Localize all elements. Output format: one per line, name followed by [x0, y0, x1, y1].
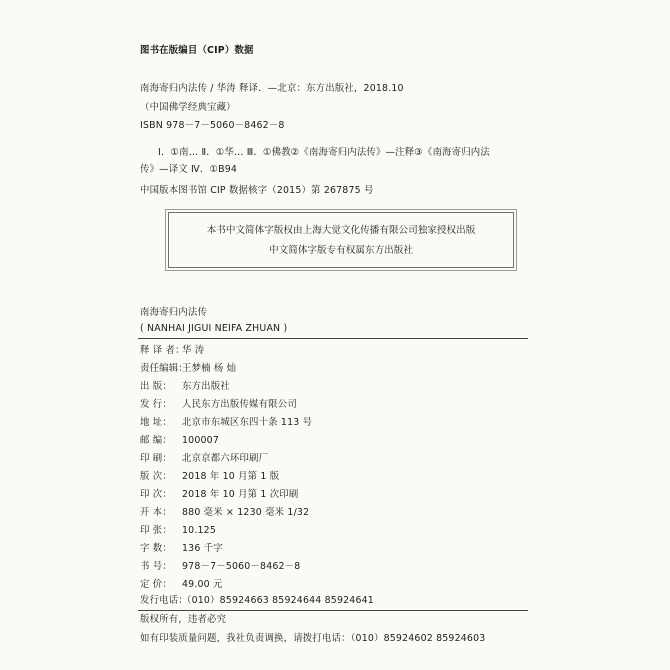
- detail-label: 版 次：: [140, 471, 172, 482]
- detail-value: 北京京都六环印刷厂: [182, 453, 269, 464]
- book-pinyin: ( NANHAI JIGUI NEIFA ZHUAN ): [140, 323, 288, 334]
- detail-label: 印 张：: [140, 525, 172, 536]
- detail-value: 978－7－5060－8462－8: [182, 561, 301, 572]
- rights-line-2: 中文简体字版专有权属东方出版社: [269, 245, 413, 256]
- detail-value: 10.125: [182, 525, 217, 536]
- cip-line-5: 传》—译文 Ⅳ．①B94: [140, 164, 238, 175]
- divider-bottom: [138, 610, 528, 611]
- detail-label: 出 版：: [140, 381, 172, 392]
- detail-row: [140, 560, 300, 573]
- divider-top: [138, 338, 528, 339]
- detail-label: 印 刷：: [140, 453, 172, 464]
- cip-heading: 图书在版编目（CIP）数据: [140, 45, 254, 56]
- detail-label: 地 址：: [140, 417, 172, 428]
- detail-value: 王梦楠 杨 灿: [182, 363, 237, 374]
- detail-value: 2018 年 10 月第 1 版: [182, 471, 280, 482]
- detail-row: [140, 578, 223, 591]
- detail-row: [140, 380, 230, 393]
- rights-box: [168, 212, 514, 268]
- cip-line-2: （中国佛学经典宝藏）: [140, 102, 236, 113]
- detail-label: 定 价：: [140, 579, 172, 590]
- rights-line-1: 本书中文简体字版权由上海大觉文化传播有限公司独家授权出版: [206, 225, 476, 236]
- quality-notice: 如有印装质量问题，我社负责调换，请拨打电话：（010）85924602 85924603: [140, 633, 486, 644]
- cip-line-4: Ⅰ．①南… Ⅱ．①华… Ⅲ．①佛教②《南海寄归内法传》—注释③《南海寄归内法: [158, 147, 490, 158]
- cip-line-6: 中国版本图书馆 CIP 数据核字（2015）第 267875 号: [140, 185, 374, 196]
- detail-row: [140, 542, 223, 555]
- detail-value: 2018 年 10 月第 1 次印刷: [182, 489, 299, 500]
- detail-value: 华 涛: [182, 345, 205, 356]
- detail-value: 东方出版社: [182, 381, 230, 392]
- detail-value: 100007: [182, 435, 219, 446]
- detail-row: [140, 452, 268, 465]
- book-title: 南海寄归内法传: [140, 307, 208, 318]
- detail-row: [140, 398, 297, 411]
- detail-row: [140, 470, 279, 483]
- cip-line-3: ISBN 978－7－5060－8462－8: [140, 120, 285, 131]
- detail-label: 开 本：: [140, 507, 172, 518]
- detail-label: 责任编辑：: [140, 363, 188, 374]
- detail-label: 发行电话：: [140, 595, 188, 606]
- detail-label: 印 次：: [140, 489, 172, 500]
- detail-value: 北京市东城区东四十条 113 号: [182, 417, 313, 428]
- detail-label: 发 行：: [140, 399, 172, 410]
- detail-value: 880 毫米 × 1230 毫米 1/32: [182, 507, 310, 518]
- detail-label: 释 译 者：: [140, 345, 185, 356]
- detail-row: [140, 524, 216, 537]
- detail-row: [140, 434, 219, 447]
- detail-row: [140, 488, 299, 501]
- detail-label: 字 数：: [140, 543, 172, 554]
- detail-row: [140, 594, 374, 607]
- detail-value: 49.00 元: [182, 579, 223, 590]
- detail-value: 136 千字: [182, 543, 223, 554]
- copyright-notice: 版权所有，违者必究: [140, 614, 227, 625]
- detail-row: [140, 344, 204, 357]
- cip-line-1: 南海寄归内法传 / 华涛 释译．—北京：东方出版社，2018.10: [140, 83, 404, 94]
- detail-row: [140, 506, 309, 519]
- detail-label: 书 号：: [140, 561, 172, 572]
- detail-label: 邮 编：: [140, 435, 172, 446]
- detail-value: （010）85924663 85924644 85924641: [182, 595, 374, 606]
- detail-value: 人民东方出版传媒有限公司: [182, 399, 297, 410]
- detail-row: [140, 416, 312, 429]
- detail-row: [140, 362, 236, 375]
